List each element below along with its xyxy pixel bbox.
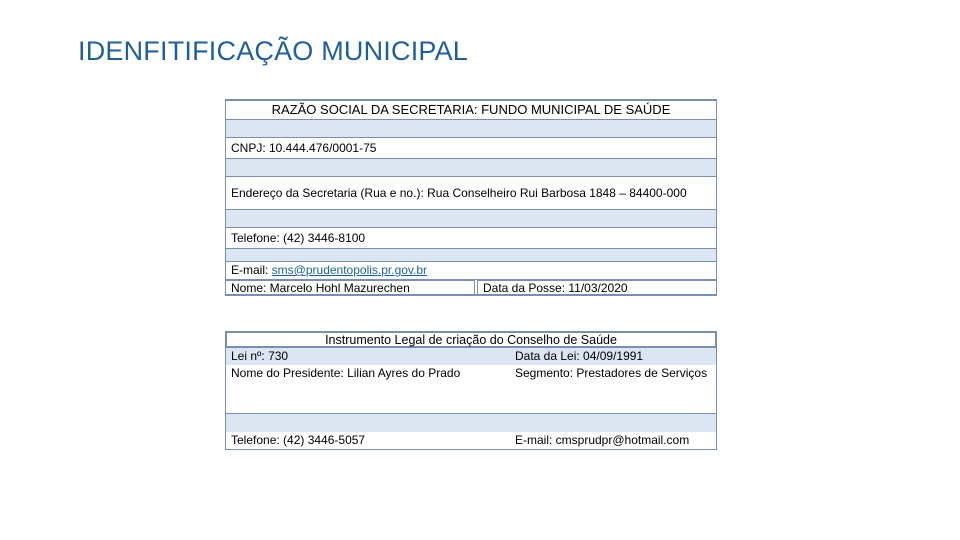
blank-row <box>225 159 717 177</box>
endereco-row: Endereço da Secretaria (Rua e no.): Rua Conselheiro Rui Barbosa 1848 – 84400-000 <box>225 177 717 210</box>
data-posse-cell: Data da Posse: 11/03/2020 <box>477 280 717 294</box>
nome-cell: Nome: Marcelo Hohl Mazurechen <box>225 280 475 294</box>
nome-posse-row <box>225 280 717 296</box>
razao-social-row: RAZÃO SOCIAL DA SECRETARIA: FUNDO MUNICIPAL DE SAÚDE <box>225 99 717 120</box>
secretaria-table <box>225 99 717 296</box>
telefone-email-row <box>225 432 717 450</box>
conselho-header: Instrumento Legal de criação do Conselho de Saúde <box>225 331 717 348</box>
conselho-telefone-cell: Telefone: (42) 3446-5057 <box>231 433 366 447</box>
conselho-table <box>225 331 717 450</box>
blank-row <box>225 210 717 228</box>
cnpj-row: CNPJ: 10.444.476/0001-75 <box>225 138 717 159</box>
conselho-email-cell: E-mail: cmsprudpr@hotmail.com <box>515 433 690 447</box>
email-label: E-mail: <box>231 263 272 277</box>
blank-row <box>225 414 717 432</box>
presidente-row <box>225 365 717 414</box>
presidente-cell: Nome do Presidente: Lilian Ayres do Prado <box>231 366 461 380</box>
segmento-cell: Segmento: Prestadores de Serviços <box>515 366 708 380</box>
telefone-row: Telefone: (42) 3446-8100 <box>225 228 717 249</box>
page-title: IDENFITIFICAÇÃO MUNICIPAL <box>78 36 469 66</box>
data-lei-cell: Data da Lei: 04/09/1991 <box>515 349 644 363</box>
email-link[interactable]: sms@prudentopolis.pr.gov.br <box>271 263 428 277</box>
blank-row <box>225 249 717 262</box>
blank-row <box>225 120 717 138</box>
lei-row <box>225 348 717 365</box>
email-row <box>225 262 717 280</box>
lei-cell: Lei nº: 730 <box>231 349 289 363</box>
